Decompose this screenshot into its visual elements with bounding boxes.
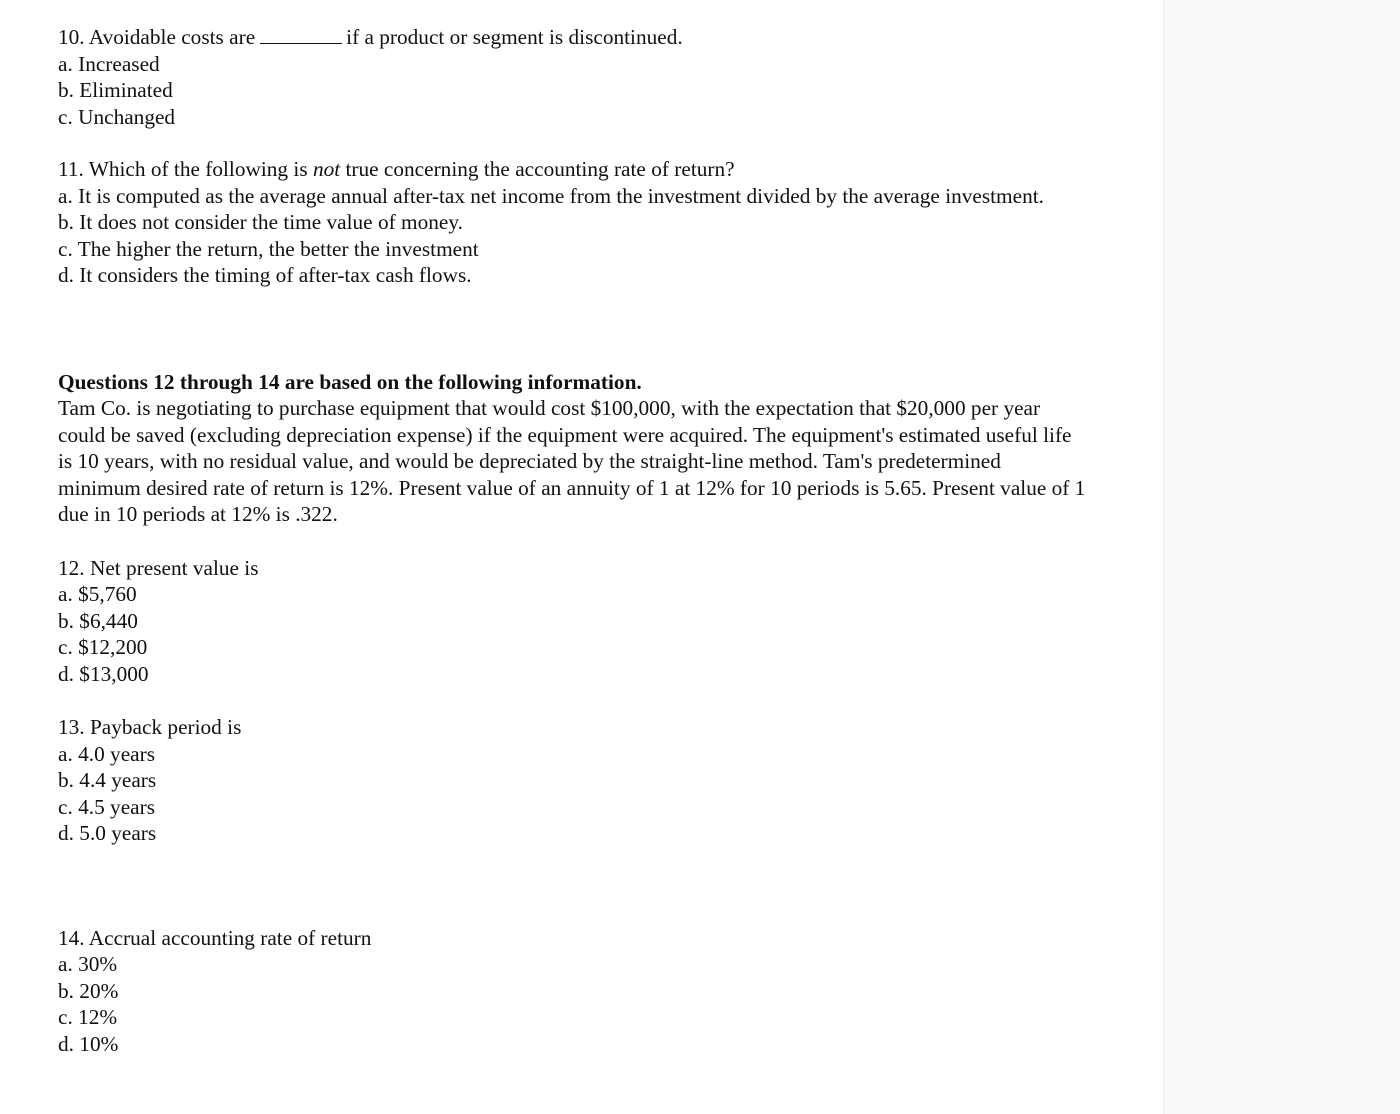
question-11-option-a: a. It is computed as the average annual after-tax net income from the investment divided by the average investment. [58, 183, 1044, 208]
question-10-stem [58, 24, 1108, 51]
question-13-option-a: a. 4.0 years [58, 741, 155, 766]
question-11 [58, 156, 1108, 289]
document-content [58, 24, 1108, 1057]
question-14-option-d: d. 10% [58, 1031, 119, 1056]
question-12-option-c: c. $12,200 [58, 635, 148, 659]
information-heading: Questions 12 through 14 are based on the following information. [58, 369, 642, 394]
question-13 [58, 714, 1108, 847]
question-12-stem: 12. Net present value is [58, 555, 259, 580]
question-11-option-d: d. It considers the timing of after-tax cash flows. [58, 263, 472, 287]
question-10-option-b: b. Eliminated [58, 78, 173, 102]
question-12-option-b: b. $6,440 [58, 608, 138, 633]
side-panel [1163, 0, 1400, 1114]
question-10-option-a: a. Increased [58, 51, 160, 76]
question-11-stem-after: true concerning the accounting rate of return? [345, 157, 735, 181]
question-12 [58, 555, 1108, 688]
question-11-stem [58, 156, 1108, 183]
question-13-stem: 13. Payback period is [58, 715, 242, 739]
question-12-option-d: d. $13,000 [58, 661, 149, 686]
question-14-option-c: c. 12% [58, 1005, 118, 1029]
question-10 [58, 24, 1108, 130]
question-11-option-b: b. It does not consider the time value of money. [58, 210, 463, 234]
question-13-option-d: d. 5.0 years [58, 821, 157, 845]
question-10-stem-after: if a product or segment is discontinued. [346, 25, 683, 49]
question-10-stem-before: 10. Avoidable costs are [58, 25, 256, 49]
shared-information-block [58, 369, 1108, 528]
question-11-stem-before: 11. Which of the following is [58, 157, 308, 181]
question-14-option-b: b. 20% [58, 978, 119, 1003]
question-14 [58, 925, 1108, 1058]
information-text: Tam Co. is negotiating to purchase equipment that would cost $100,000, with the expectation that $20,000 per year could be saved (excluding depreciation expense) if the equipment were acquired. The equipment's estimated useful life is 10 years, with no residual value, and would be depreciated by the straight-line method. Tam's predetermined minimum desired rate of return is 12%. Present value of an annuity of 1 at 12% for 10 periods is 5.65. Present value of 1 due in 10 periods at 12% is .322. [58, 396, 1086, 526]
question-12-option-a: a. $5,760 [58, 582, 137, 606]
question-14-stem: 14. Accrual accounting rate of return [58, 925, 372, 950]
question-13-option-c: c. 4.5 years [58, 794, 155, 819]
question-10-option-c: c. Unchanged [58, 104, 176, 129]
question-13-option-b: b. 4.4 years [58, 768, 157, 792]
question-14-option-a: a. 30% [58, 952, 118, 976]
question-11-option-c: c. The higher the return, the better the investment [58, 236, 479, 261]
question-11-stem-emphasis: not [312, 157, 341, 181]
answer-blank [260, 27, 342, 44]
